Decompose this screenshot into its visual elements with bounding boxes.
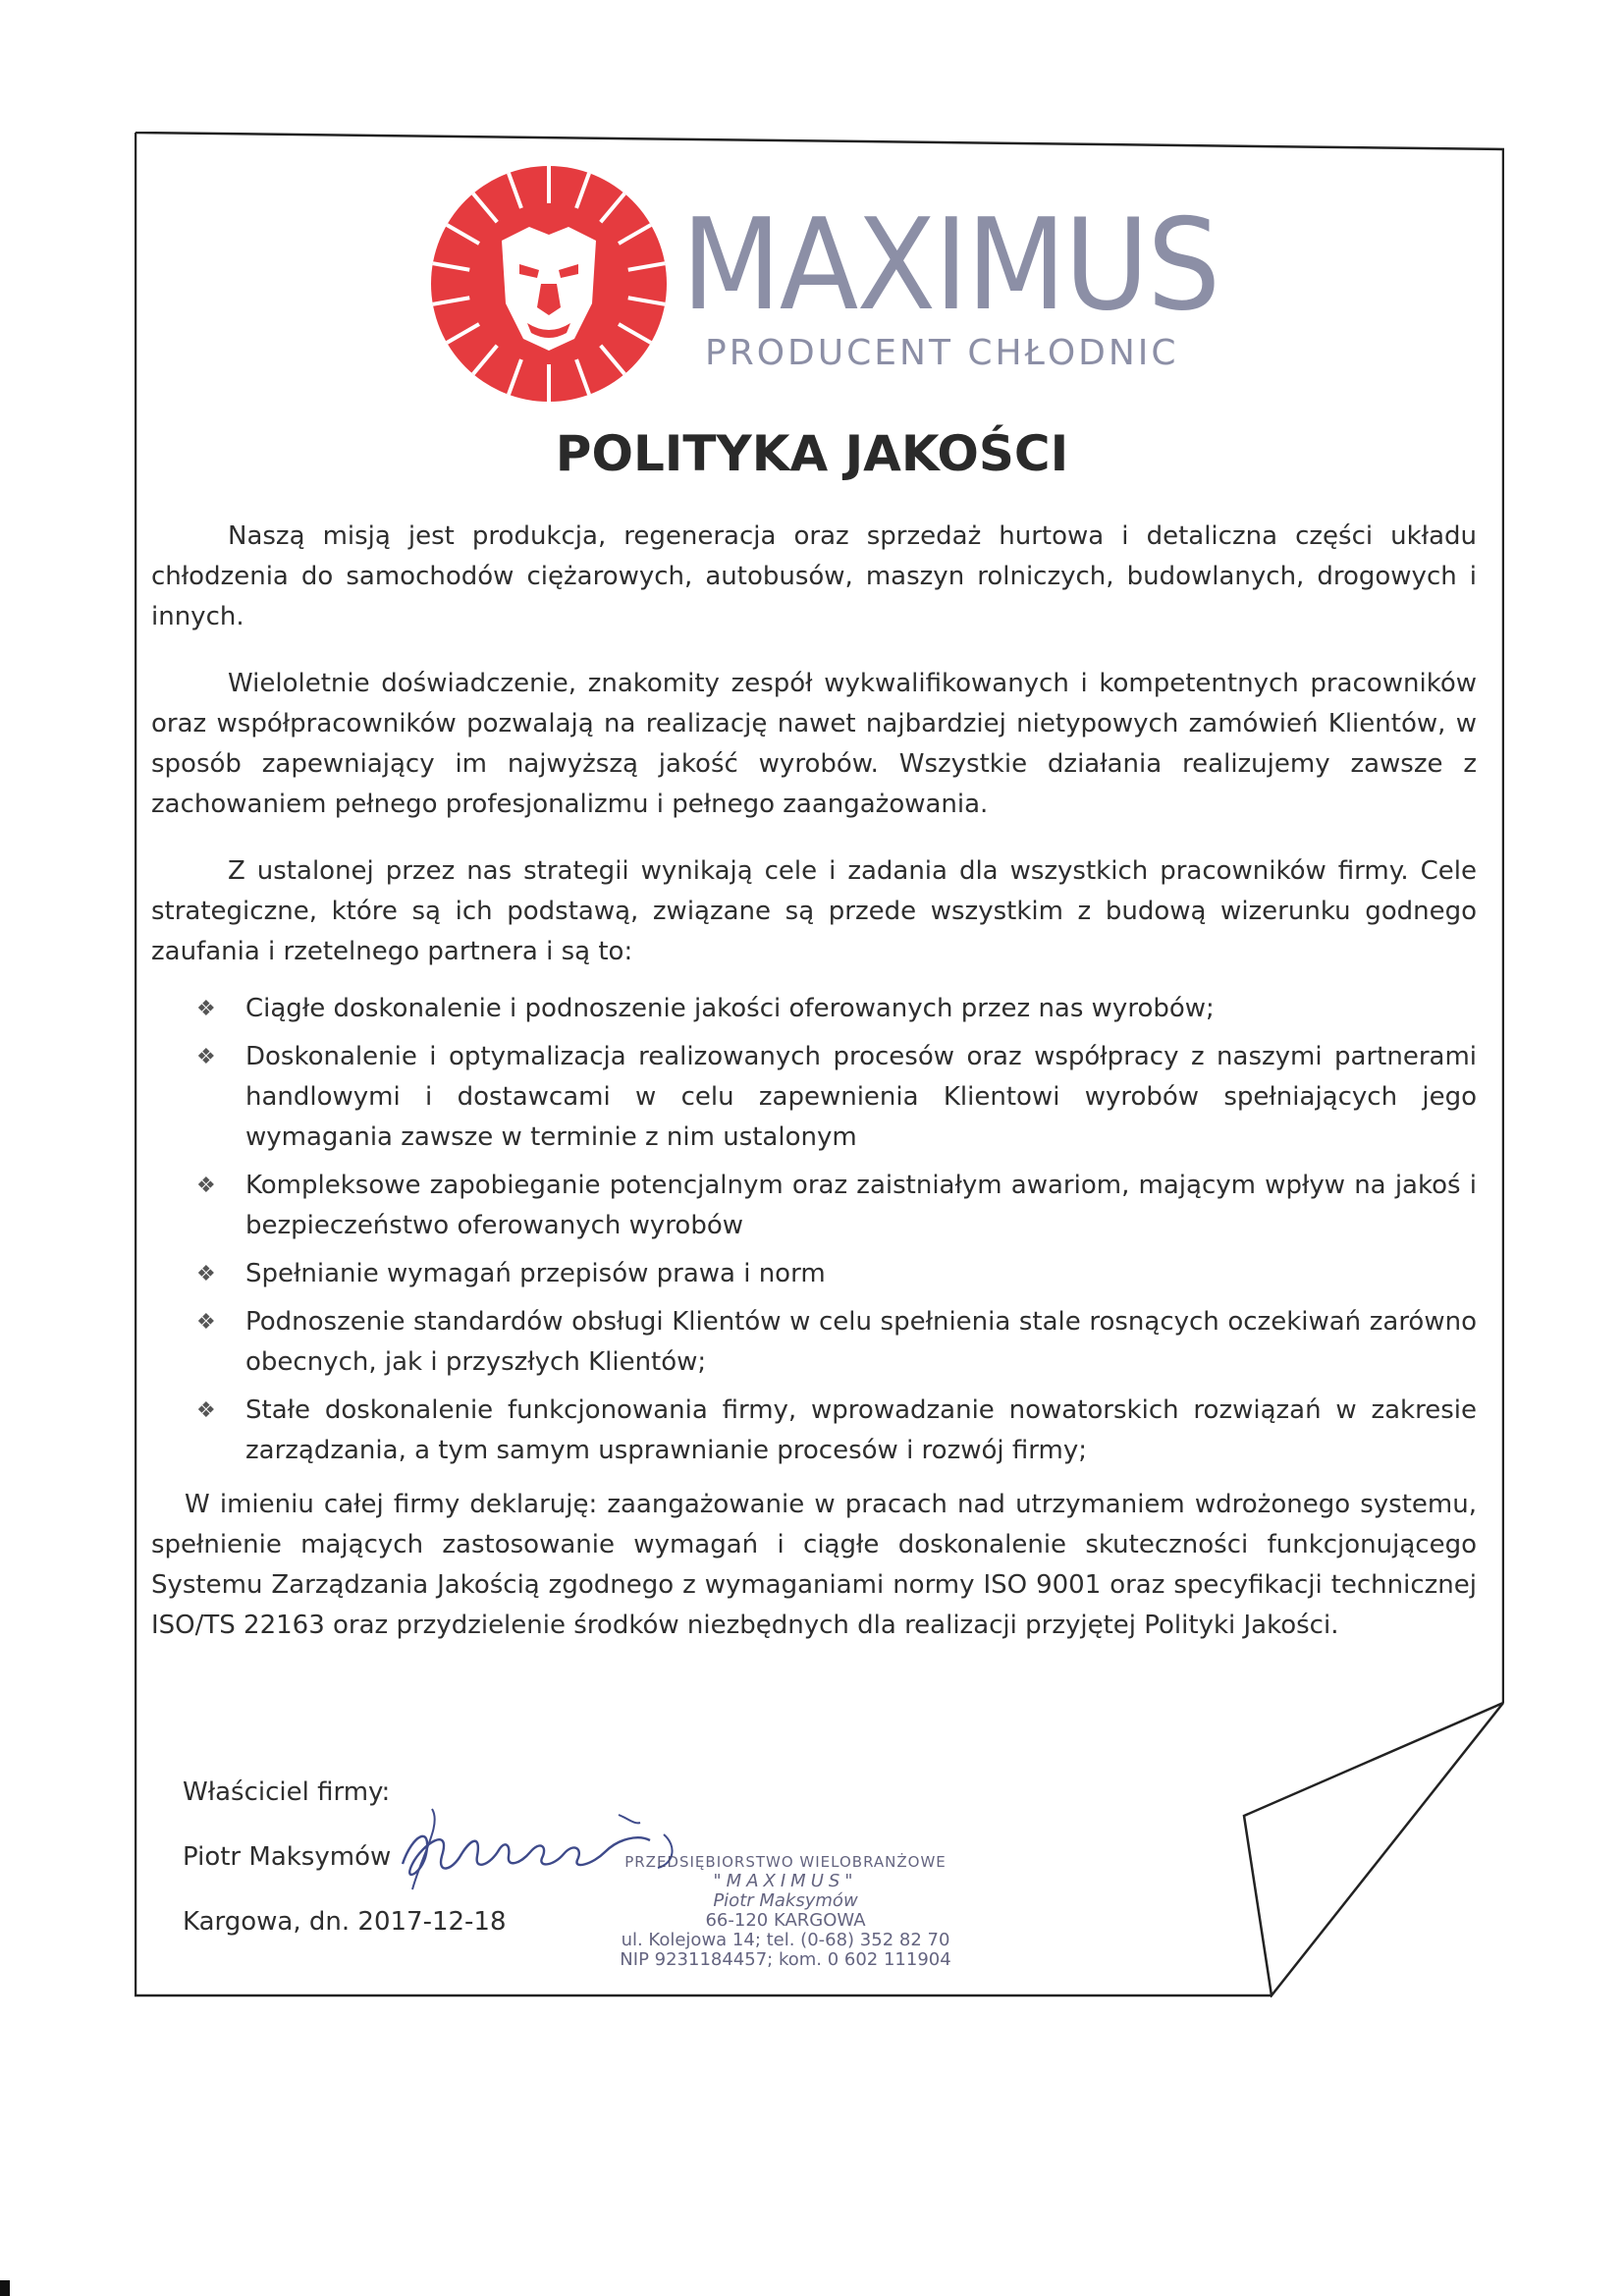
paragraph-mission: Naszą misją jest produkcja, regeneracja oraz sprzedaż hurtowa i detaliczna części układu chłodzenia do samochodów ciężarowych, autobusów, maszyn rolniczych, budowlanych, drogowych i innych. — [151, 521, 1477, 631]
folded-corner — [1244, 1703, 1503, 1995]
place-date: Kargowa, dn. 2017-12-18 — [183, 1907, 507, 1937]
list-item — [151, 1391, 1477, 1471]
stamp-line: NIP 9231184457; kom. 0 602 111904 — [620, 1949, 951, 1970]
stamp-line: Piotr Maksymów — [713, 1890, 858, 1911]
scan-edge-mark — [0, 2280, 10, 2296]
bullet-icon: ❖ — [196, 1262, 216, 1286]
list-item — [151, 1254, 1477, 1294]
stamp-line: PRZEDSIĘBIORSTWO WIELOBRANŻOWE — [624, 1853, 947, 1871]
bullet-icon: ❖ — [196, 1045, 216, 1069]
owner-role: Właściciel firmy: — [183, 1777, 391, 1807]
stamp-line: ul. Kolejowa 14; tel. (0-68) 352 82 70 — [621, 1930, 950, 1950]
list-item-text: Ciągłe doskonalenie i podnoszenie jakości oferowanych przez nas wyrobów; — [245, 994, 1215, 1023]
list-item — [151, 1037, 1477, 1158]
bullet-icon: ❖ — [196, 997, 216, 1021]
owner-name: Piotr Maksymów — [183, 1842, 392, 1872]
list-item — [151, 1166, 1477, 1246]
stamp-line: 66-120 KARGOWA — [705, 1910, 866, 1931]
document-title: POLITYKA JAKOŚCI — [555, 425, 1069, 482]
list-item-text: Doskonalenie i optymalizacja realizowanych procesów oraz współpracy z naszymi partnerami handlowymi i dostawcami w celu zapewnienia Klientowi wyrobów spełniających jego wymagania zawsze w terminie z nim ustalonym — [245, 1042, 1477, 1152]
bullet-icon: ❖ — [196, 1174, 216, 1198]
goals-list — [151, 989, 1477, 1471]
paragraph-experience: Wieloletnie doświadczenie, znakomity zespół wykwalifikowanych i kompetentnych pracowników oraz współpracowników pozwalają na realizację nawet najbardziej nietypowych zamówień Klientów, w sposób zapewniający im najwyższą jakość wyrobów. Wszystkie działania realizujemy zawsze z zachowaniem pełnego profesjonalizmu i pełnego zaangażowania. — [151, 669, 1477, 819]
stamp-line: "MAXIMUS" — [713, 1871, 858, 1891]
paragraph-strategy: Z ustalonej przez nas strategii wynikają cele i zadania dla wszystkich pracowników firmy. Cele strategiczne, które są ich podstawą, związane są przede wszystkim z budową wizerunku godnego zaufania i rzetelnego partnera i są to: — [151, 856, 1477, 966]
list-item — [151, 1302, 1477, 1383]
logo-wordmark: MAXIMUS — [681, 192, 1219, 339]
list-item — [151, 989, 1477, 1029]
lion-head-icon — [430, 165, 668, 403]
company-stamp — [599, 1852, 972, 1970]
list-item-text: Kompleksowe zapobieganie potencjalnym oraz zaistniałym awariom, mającym wpływ na jakoś i bezpieczeństwo oferowanych wyrobów — [245, 1171, 1477, 1240]
company-logo — [430, 165, 1235, 410]
document-body — [151, 517, 1477, 1672]
logo-tagline: PRODUCENT CHŁODNIC — [705, 333, 1179, 373]
bullet-icon: ❖ — [196, 1398, 216, 1423]
paragraph-declaration: W imieniu całej firmy deklaruję: zaangażowanie w pracach nad utrzymaniem wdrożonego systemu, spełnienie mających zastosowanie wymagań i ciągłe doskonalenie skuteczności funkcjonującego Systemu Zarządzania Jakością zgodnego z wymaganiami normy ISO 9001 oraz specyfikacji technicznej ISO/TS 22163 oraz przydzielenie środków niezbędnych dla realizacji przyjętej Polityki Jakości. — [151, 1490, 1477, 1640]
list-item-text: Stałe doskonalenie funkcjonowania firmy, wprowadzanie nowatorskich rozwiązań w zakresie zarządzania, a tym samym usprawnianie procesów i rozwój firmy; — [245, 1395, 1477, 1465]
bullet-icon: ❖ — [196, 1310, 216, 1335]
list-item-text: Spełnianie wymagań przepisów prawa i norm — [245, 1259, 826, 1288]
list-item-text: Podnoszenie standardów obsługi Klientów w celu spełnienia stale rosnących oczekiwań zarówno obecnych, jak i przyszłych Klientów; — [245, 1307, 1477, 1377]
